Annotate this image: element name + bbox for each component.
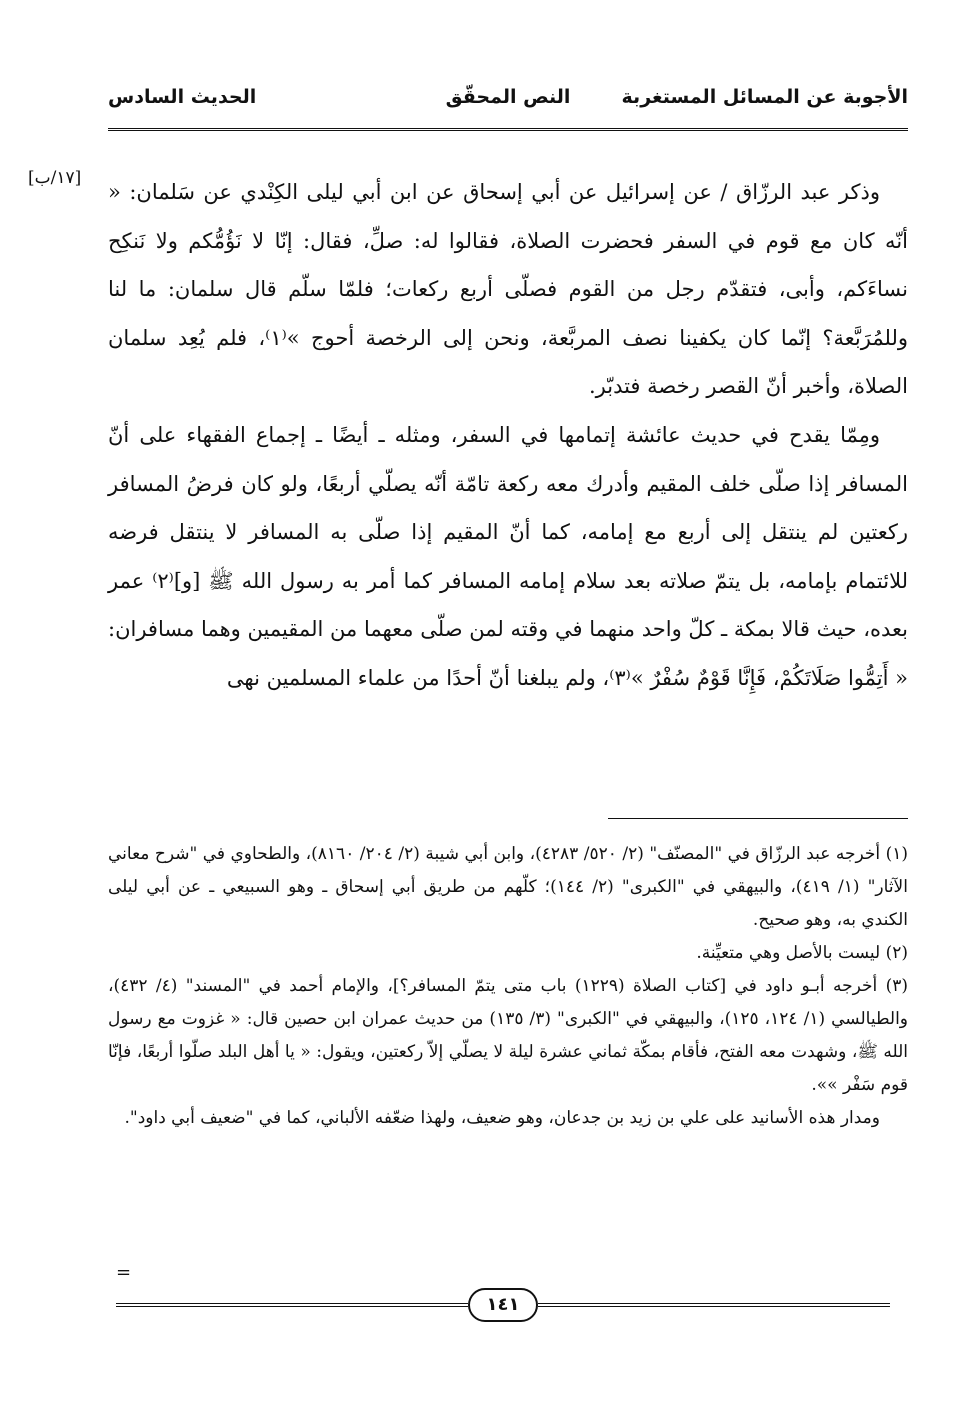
header-divider bbox=[108, 128, 908, 131]
footnote-number: (٣) bbox=[885, 976, 908, 996]
book-title: الأجوبة عن المسائل المستغربة bbox=[621, 86, 908, 108]
footnotes bbox=[108, 838, 908, 1135]
manuscript-folio-marker: [١٧/ب] bbox=[28, 168, 82, 188]
footnote-2 bbox=[108, 937, 908, 970]
footnote-text: ليست بالأصل وهي متعيِّنة. bbox=[696, 943, 881, 963]
footnote-text: أخرجه عبد الرزّاق في "المصنّف" (٢/ ٥٢٠/ ٤٢٨٣)، وابن أبي شيبة (٢/ ٢٠٤/ ٨١٦٠)، والطحاوي في "شرح معاني الآثار" (١/ ٤١٩)، والبيهقي في "الكبرى" (٢/ ١٤٤)؛ كلّهم من طريق أبي إسحاق ـ وهو السبيعي ـ عن أبي ليلى الكندي به، وهو صحيح. bbox=[108, 844, 908, 930]
section-title: النص المحقّق bbox=[445, 86, 571, 108]
footnote-divider bbox=[608, 818, 908, 819]
footnote-1 bbox=[108, 838, 908, 937]
footer-rule-left bbox=[116, 1303, 468, 1307]
footnote-text: ومدار هذه الأسانيد على علي بن زيد بن جدعان، وهو ضعيف، ولهذا ضعّفه الألباني، كما في "ضعيف أبي داود". bbox=[124, 1108, 880, 1128]
footnote-continuation-mark: = bbox=[116, 1262, 132, 1283]
main-paragraph-2: ومِمّا يقدح في حديث عائشة إتمامها في السفر، ومثله ـ أيضًا ـ إجماع الفقهاء على أنّ المسافر إذا صلّى خلف المقيم وأدرك معه ركعة تامّة أنّه يصلّي أربعًا، ولو كان فرضُ المسافر ركعتين لم ينتقل إلى أربع مع إمامه، كما أنّ المقيم إذا صلّى به المسافر لا ينتقل فرضه للائتمام بإمامه، بل يتمّ صلاته بعد سلام إمامه المسافر كما أمر به رسول الله ﷺ [و]⁽٢⁾ عمر بعده، حيث قالا بمكة ـ كلّ واحد منهما في وقته لمن صلّى معهما من المقيمين وهما مسافران: « أَتِمُّوا صَلَاتَكُمْ، فَإِنَّا قَوْمٌ سُفْرٌ »⁽٣⁾، ولم يبلغنا أنّ أحدًا من علماء المسلمين نهى bbox=[108, 422, 909, 690]
chapter-title: الحديث السادس bbox=[108, 86, 257, 108]
main-text bbox=[108, 168, 908, 703]
footnote-3-continuation bbox=[108, 1102, 908, 1135]
footnote-number: (١) bbox=[885, 844, 909, 864]
running-header bbox=[108, 86, 908, 122]
footer-rule-right bbox=[538, 1303, 890, 1307]
footnote-3 bbox=[108, 970, 908, 1102]
footnote-text: أخرجه أبـو داود في [كتاب الصلاة (١٢٢٩) باب متى يتمّ المسافر؟]، والإمام أحمد في "المسند" (٤/ ٤٣٢)، والطيالسي (١/ ١٢٤، ١٢٥)، والبيهقي في "الكبرى" (٣/ ١٣٥) من حديث عمران ابن حصين قال: « غزوت مع رسول الله ﷺ، وشهدت معه الفتح، فأقام بمكّة ثماني عشرة ليلة لا يصلّي إلاّ ركعتين، ويقول: « يا أهل البلد صلّوا أربعًا، فإنّا قوم سَفْر »». bbox=[108, 976, 909, 1095]
page-number: ١٤١ bbox=[468, 1288, 538, 1322]
footnote-number: (٢) bbox=[885, 943, 908, 963]
main-paragraph-1: وذكر عبد الرزّاق / عن إسرائيل عن أبي إسحاق عن ابن أبي ليلى الكِنْدي عن سَلمان: « أنّه كان مع قوم في السفر فحضرت الصلاة، فقالوا له: صلِّ، فقال: إنّا لا نَؤُمُّكم ولا نَنكِح نساءَكم، وأبى، فتقدّم رجل من القوم فصلّى أربع ركعات؛ فلمّا سلّم قال سلمان: ما لنا وللمُرَبَّعة؟ إنّما كان يكفينا نصف المربَّعة، ونحن إلى الرخصة أحوج »⁽١⁾، فلم يُعِد سلمان الصلاة، وأخبر أنّ القصر رخصة فتدبّر. bbox=[108, 180, 909, 399]
